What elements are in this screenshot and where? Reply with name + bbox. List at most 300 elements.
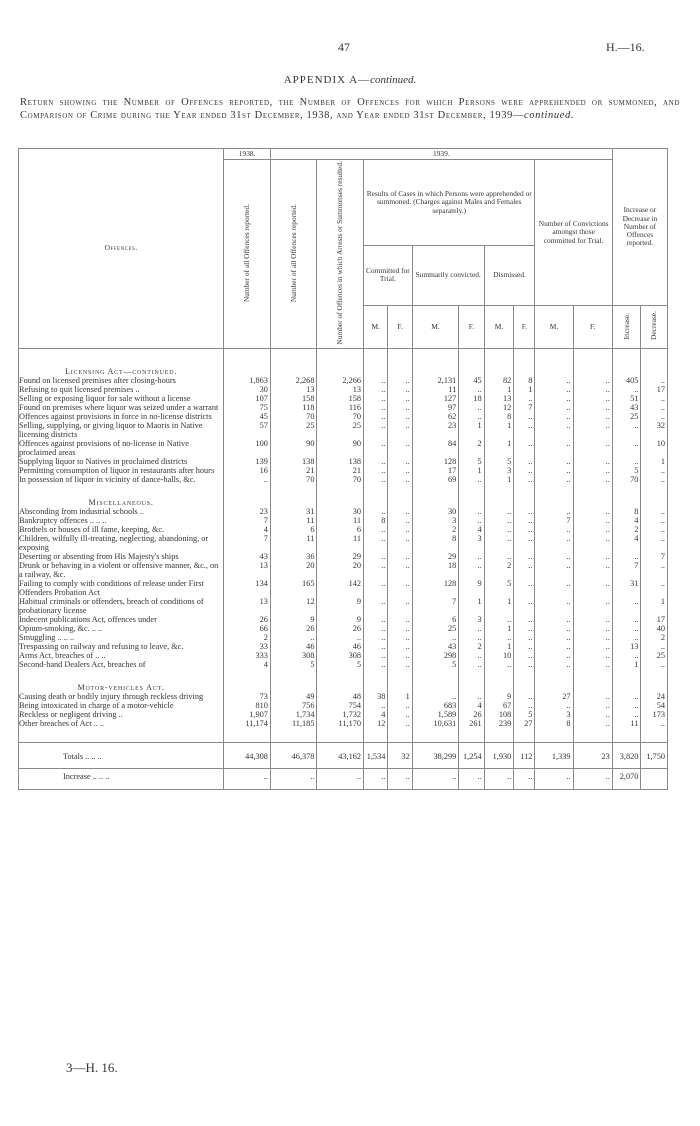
empty-cell <box>270 669 317 692</box>
offence-label: Opium-smoking, &c. .. .. <box>19 624 224 633</box>
value-cell: .. <box>364 394 388 403</box>
table-row <box>19 660 668 669</box>
value-cell: .. <box>535 651 573 660</box>
offence-label: Drunk or behaving in a violent or offensive manner, &c., on a railway, &c. <box>19 561 224 579</box>
value-cell: 138 <box>317 457 364 466</box>
value-cell: .. <box>535 421 573 439</box>
value-cell: 158 <box>317 394 364 403</box>
value-cell: 38 <box>364 692 388 701</box>
value-cell: 2,266 <box>317 376 364 385</box>
empty-cell <box>364 669 388 692</box>
value-cell: 30 <box>412 507 459 516</box>
value-cell: .. <box>535 660 573 669</box>
value-cell: 25 <box>412 624 459 633</box>
value-cell: .. <box>388 385 412 394</box>
empty-cell <box>641 768 668 781</box>
empty-cell <box>412 728 459 743</box>
empty-cell <box>514 781 535 790</box>
empty-cell <box>612 348 641 376</box>
value-cell: .. <box>364 701 388 710</box>
value-cell: .. <box>573 633 612 642</box>
value-cell: 8 <box>535 719 573 728</box>
offence-label: Selling or exposing liquor for sale without a license <box>19 394 224 403</box>
value-cell: 13 <box>224 561 271 579</box>
header-m: M. <box>484 305 514 348</box>
value-cell: 683 <box>412 701 459 710</box>
value-cell: 100 <box>224 439 271 457</box>
value-cell: 25 <box>317 421 364 439</box>
section-heading-row <box>19 484 668 507</box>
value-cell: .. <box>573 615 612 624</box>
value-cell: 30 <box>317 507 364 516</box>
value-cell: 756 <box>270 701 317 710</box>
value-cell: 116 <box>317 403 364 412</box>
table-row <box>19 534 668 552</box>
value-cell: 139 <box>224 457 271 466</box>
value-cell: .. <box>459 552 484 561</box>
table-row <box>19 615 668 624</box>
empty-cell <box>388 728 412 743</box>
header-m: M. <box>412 305 459 348</box>
value-cell: 70 <box>317 412 364 421</box>
value-cell: .. <box>459 633 484 642</box>
value-cell: 3 <box>535 710 573 719</box>
offence-label: Permitting consumption of liquor in restaurants after hours <box>19 466 224 475</box>
value-cell: .. <box>364 624 388 633</box>
value-cell: 90 <box>270 439 317 457</box>
table-row <box>19 561 668 579</box>
value-cell: .. <box>459 660 484 669</box>
value-cell: .. <box>535 624 573 633</box>
empty-cell <box>388 484 412 507</box>
value-cell: .. <box>612 385 641 394</box>
table-row <box>19 710 668 719</box>
value-cell: .. <box>535 403 573 412</box>
value-cell: .. <box>514 475 535 484</box>
closing-row <box>19 781 668 790</box>
value-cell: 2 <box>459 642 484 651</box>
value-cell: 23 <box>224 507 271 516</box>
value-cell: .. <box>573 660 612 669</box>
value-cell: 46 <box>270 642 317 651</box>
value-cell: 20 <box>270 561 317 579</box>
value-cell: .. <box>484 660 514 669</box>
value-cell: .. <box>364 507 388 516</box>
empty-cell <box>364 348 388 376</box>
empty-cell <box>412 484 459 507</box>
value-cell: 173 <box>641 710 668 719</box>
value-cell: 11 <box>317 516 364 525</box>
increase-cell: .. <box>412 768 459 781</box>
value-cell: 1 <box>484 597 514 615</box>
value-cell: .. <box>514 642 535 651</box>
value-cell: 43 <box>412 642 459 651</box>
value-cell: .. <box>388 642 412 651</box>
total-cell: 1,339 <box>535 742 573 768</box>
table-row <box>19 651 668 660</box>
value-cell: .. <box>388 466 412 475</box>
table-row <box>19 516 668 525</box>
value-cell: 4 <box>224 525 271 534</box>
value-cell: 9 <box>317 615 364 624</box>
value-cell: .. <box>641 507 668 516</box>
value-cell: 261 <box>459 719 484 728</box>
offence-label: In possession of liquor in vicinity of dance-halls, &c. <box>19 475 224 484</box>
value-cell: 5 <box>412 660 459 669</box>
value-cell: .. <box>641 516 668 525</box>
value-cell: .. <box>573 394 612 403</box>
value-cell: .. <box>535 394 573 403</box>
value-cell: 18 <box>412 561 459 579</box>
empty-cell <box>459 669 484 692</box>
table-row <box>19 692 668 701</box>
value-cell: 6 <box>412 615 459 624</box>
increase-cell: .. <box>388 768 412 781</box>
header-convictions: Number of Convictions amongst those committed for Trial. <box>535 160 612 306</box>
value-cell: .. <box>535 615 573 624</box>
increase-cell: .. <box>573 768 612 781</box>
value-cell: .. <box>535 475 573 484</box>
table-row <box>19 507 668 516</box>
value-cell: .. <box>573 710 612 719</box>
value-cell: .. <box>573 692 612 701</box>
value-cell: .. <box>641 534 668 552</box>
value-cell: .. <box>514 633 535 642</box>
total-cell: 46,378 <box>270 742 317 768</box>
total-cell: 38,299 <box>412 742 459 768</box>
header-m: M. <box>364 305 388 348</box>
value-cell: .. <box>514 651 535 660</box>
value-cell: .. <box>612 615 641 624</box>
value-cell: 1 <box>484 421 514 439</box>
value-cell: 5 <box>270 660 317 669</box>
value-cell: 1 <box>641 597 668 615</box>
offence-label: Arms Act, breaches of .. .. <box>19 651 224 660</box>
value-cell: 13 <box>317 385 364 394</box>
value-cell: 18 <box>459 394 484 403</box>
value-cell: .. <box>514 552 535 561</box>
total-cell: 23 <box>573 742 612 768</box>
value-cell: .. <box>535 561 573 579</box>
value-cell: 308 <box>317 651 364 660</box>
value-cell: .. <box>514 457 535 466</box>
empty-cell <box>514 669 535 692</box>
value-cell: .. <box>573 561 612 579</box>
value-cell: 7 <box>412 597 459 615</box>
table-header <box>19 149 668 349</box>
value-cell: 70 <box>270 475 317 484</box>
value-cell: 82 <box>484 376 514 385</box>
empty-cell <box>641 484 668 507</box>
header-summarily: Summarily convicted. <box>412 245 484 305</box>
value-cell: .. <box>364 457 388 466</box>
value-cell: .. <box>535 597 573 615</box>
value-cell: 13 <box>484 394 514 403</box>
value-cell: 2 <box>412 525 459 534</box>
value-cell: .. <box>388 534 412 552</box>
value-cell: 2 <box>641 633 668 642</box>
value-cell: 17 <box>641 615 668 624</box>
value-cell: 90 <box>317 439 364 457</box>
value-cell: 3 <box>459 615 484 624</box>
value-cell: .. <box>484 534 514 552</box>
value-cell: 9 <box>317 597 364 615</box>
offence-label: Reckless or negligent driving .. <box>19 710 224 719</box>
empty-cell <box>412 669 459 692</box>
footer-reference: 3—H. 16. <box>66 1060 118 1075</box>
value-cell: 128 <box>412 579 459 597</box>
value-cell: 97 <box>412 403 459 412</box>
value-cell: 69 <box>412 475 459 484</box>
value-cell: .. <box>573 525 612 534</box>
value-cell: .. <box>364 633 388 642</box>
value-cell: 62 <box>412 412 459 421</box>
value-cell: .. <box>514 516 535 525</box>
value-cell: .. <box>573 439 612 457</box>
value-cell: 12 <box>270 597 317 615</box>
value-cell: 17 <box>641 385 668 394</box>
empty-cell <box>612 484 641 507</box>
value-cell: .. <box>573 507 612 516</box>
value-cell: .. <box>388 412 412 421</box>
value-cell: 67 <box>484 701 514 710</box>
empty-cell <box>364 728 388 743</box>
value-cell: .. <box>459 516 484 525</box>
offence-label: Absconding from industrial schools .. <box>19 507 224 516</box>
value-cell: .. <box>573 475 612 484</box>
value-cell: 1,589 <box>412 710 459 719</box>
value-cell: 48 <box>317 692 364 701</box>
value-cell: .. <box>535 466 573 475</box>
value-cell: 1 <box>641 457 668 466</box>
value-cell: .. <box>535 457 573 466</box>
value-cell: .. <box>364 466 388 475</box>
empty-cell <box>484 669 514 692</box>
value-cell: 46 <box>317 642 364 651</box>
value-cell: .. <box>573 701 612 710</box>
value-cell: .. <box>514 534 535 552</box>
value-cell: .. <box>641 525 668 534</box>
table-row <box>19 719 668 728</box>
empty-cell <box>514 484 535 507</box>
table-row <box>19 701 668 710</box>
value-cell: .. <box>388 615 412 624</box>
value-cell: .. <box>388 421 412 439</box>
value-cell: .. <box>364 403 388 412</box>
value-cell: .. <box>573 642 612 651</box>
value-cell: 1 <box>484 439 514 457</box>
empty-cell <box>270 348 317 376</box>
value-cell: 138 <box>270 457 317 466</box>
empty-cell <box>364 484 388 507</box>
value-cell: .. <box>412 692 459 701</box>
value-cell: .. <box>514 615 535 624</box>
value-cell: .. <box>514 660 535 669</box>
value-cell: 54 <box>641 701 668 710</box>
value-cell: .. <box>388 633 412 642</box>
table-row <box>19 385 668 394</box>
value-cell: .. <box>573 579 612 597</box>
value-cell: .. <box>388 710 412 719</box>
value-cell: .. <box>641 660 668 669</box>
value-cell: 10,631 <box>412 719 459 728</box>
table-row <box>19 466 668 475</box>
value-cell: .. <box>364 421 388 439</box>
value-cell: 2 <box>484 561 514 579</box>
value-cell: .. <box>641 561 668 579</box>
empty-cell <box>270 484 317 507</box>
header-offences: Offences. <box>19 149 224 349</box>
header-m: M. <box>535 305 573 348</box>
offence-label: Found on licensed premises after closing-hours <box>19 376 224 385</box>
offence-label: Indecent publications Act, offences under <box>19 615 224 624</box>
value-cell: 11,185 <box>270 719 317 728</box>
value-cell: 26 <box>459 710 484 719</box>
empty-cell <box>388 781 412 790</box>
value-cell: 57 <box>224 421 271 439</box>
value-cell: .. <box>364 660 388 669</box>
value-cell: .. <box>612 457 641 466</box>
value-cell: 21 <box>317 466 364 475</box>
section-heading-row <box>19 669 668 692</box>
value-cell: 165 <box>270 579 317 597</box>
increase-cell: .. <box>317 768 364 781</box>
value-cell: 754 <box>317 701 364 710</box>
value-cell: .. <box>388 507 412 516</box>
value-cell: 11 <box>317 534 364 552</box>
value-cell: 9 <box>484 692 514 701</box>
value-cell: 70 <box>317 475 364 484</box>
offence-label: Children, wilfully ill-treating, neglecting, abandoning, or exposing <box>19 534 224 552</box>
table-row <box>19 421 668 439</box>
value-cell: .. <box>484 633 514 642</box>
value-cell: .. <box>388 525 412 534</box>
value-cell: .. <box>514 466 535 475</box>
section-heading-row <box>19 348 668 376</box>
header-increase-decrease: Increase or Decrease in Number of Offences reported. <box>612 149 667 306</box>
value-cell: 5 <box>484 579 514 597</box>
empty-cell <box>224 728 271 743</box>
value-cell: 13 <box>612 642 641 651</box>
value-cell: 43 <box>612 403 641 412</box>
header-dismissed: Dismissed. <box>484 245 535 305</box>
header-year-1939: 1939. <box>270 149 612 160</box>
value-cell: .. <box>535 507 573 516</box>
value-cell: 1 <box>514 385 535 394</box>
increase-cell: .. <box>224 768 271 781</box>
empty-cell <box>484 781 514 790</box>
increase-cell: 2,070 <box>612 768 641 781</box>
value-cell: 142 <box>317 579 364 597</box>
value-cell: 5 <box>317 660 364 669</box>
value-cell: 17 <box>412 466 459 475</box>
value-cell: 5 <box>484 457 514 466</box>
table-row <box>19 475 668 484</box>
table-row <box>19 439 668 457</box>
value-cell: .. <box>388 457 412 466</box>
value-cell: .. <box>388 376 412 385</box>
increase-label: Increase .. .. .. <box>19 768 224 781</box>
value-cell: .. <box>573 403 612 412</box>
value-cell: .. <box>514 394 535 403</box>
increase-row <box>19 768 668 781</box>
empty-cell <box>612 669 641 692</box>
value-cell: .. <box>612 651 641 660</box>
value-cell: 1 <box>484 475 514 484</box>
value-cell: 70 <box>270 412 317 421</box>
value-cell: .. <box>364 385 388 394</box>
header-arrests-summonses: Number of Offences in which Arrests or Summonses resulted. <box>335 161 345 345</box>
value-cell: .. <box>388 624 412 633</box>
value-cell: 11 <box>270 516 317 525</box>
value-cell: 45 <box>224 412 271 421</box>
total-cell: 32 <box>388 742 412 768</box>
value-cell: .. <box>364 525 388 534</box>
table-row <box>19 633 668 642</box>
value-cell: .. <box>535 701 573 710</box>
value-cell: 4 <box>364 710 388 719</box>
value-cell: 158 <box>270 394 317 403</box>
value-cell: .. <box>514 579 535 597</box>
offence-label: Brothels or houses of ill fame, keeping, &c. <box>19 525 224 534</box>
value-cell: 8 <box>514 376 535 385</box>
value-cell: .. <box>388 719 412 728</box>
value-cell: 7 <box>612 561 641 579</box>
value-cell: 3 <box>459 534 484 552</box>
offence-label: Supplying liquor to Natives in proclaimed districts <box>19 457 224 466</box>
value-cell: .. <box>535 579 573 597</box>
value-cell: .. <box>612 710 641 719</box>
empty-cell <box>612 781 641 790</box>
empty-cell <box>612 728 641 743</box>
empty-cell <box>270 728 317 743</box>
empty-cell <box>641 781 668 790</box>
value-cell: .. <box>364 534 388 552</box>
value-cell: 1 <box>612 660 641 669</box>
empty-cell <box>224 781 271 790</box>
value-cell: .. <box>364 552 388 561</box>
value-cell: .. <box>364 439 388 457</box>
value-cell: 25 <box>612 412 641 421</box>
value-cell: .. <box>484 615 514 624</box>
empty-cell <box>514 728 535 743</box>
value-cell: 4 <box>612 516 641 525</box>
value-cell: 27 <box>514 719 535 728</box>
value-cell: 108 <box>484 710 514 719</box>
offence-label: Smuggling .. .. .. <box>19 633 224 642</box>
empty-cell <box>573 669 612 692</box>
value-cell: .. <box>573 597 612 615</box>
table-row <box>19 394 668 403</box>
value-cell: .. <box>484 552 514 561</box>
header-committed: Committed for Trial. <box>364 245 413 305</box>
value-cell: 1 <box>459 466 484 475</box>
empty-cell <box>224 669 271 692</box>
section-heading: Licensing Act—continued. <box>19 348 224 376</box>
total-cell: 44,308 <box>224 742 271 768</box>
empty-cell <box>535 728 573 743</box>
empty-cell <box>535 348 573 376</box>
value-cell: .. <box>612 633 641 642</box>
value-cell: .. <box>364 642 388 651</box>
value-cell: 2,131 <box>412 376 459 385</box>
value-cell: .. <box>364 615 388 624</box>
value-cell: .. <box>573 624 612 633</box>
value-cell: .. <box>573 457 612 466</box>
value-cell: .. <box>573 719 612 728</box>
value-cell: 12 <box>364 719 388 728</box>
value-cell: .. <box>535 525 573 534</box>
